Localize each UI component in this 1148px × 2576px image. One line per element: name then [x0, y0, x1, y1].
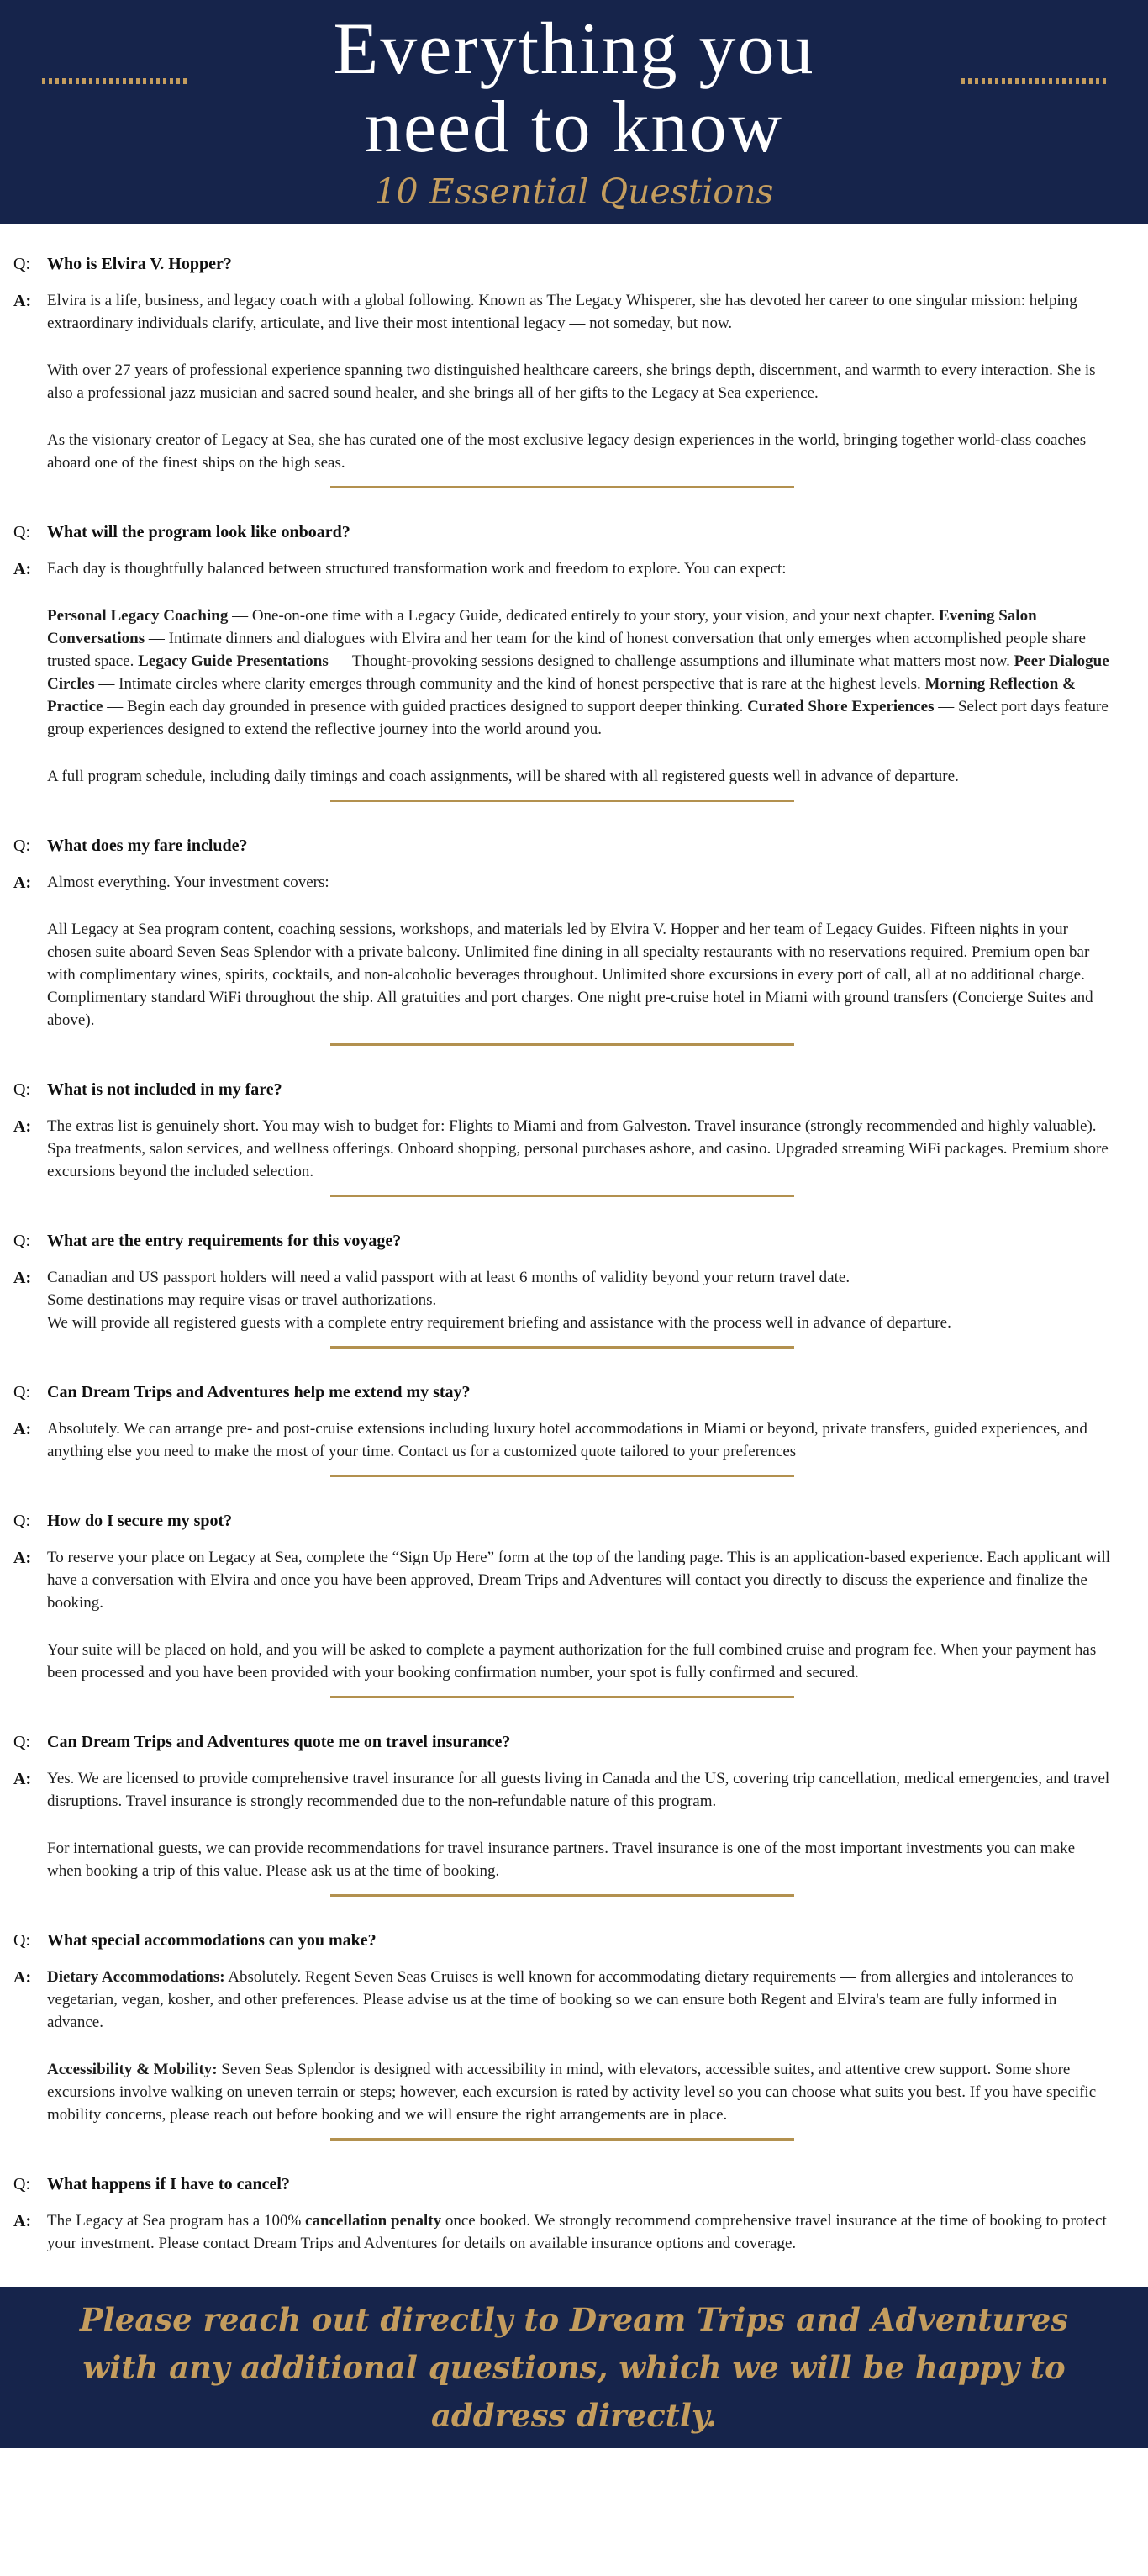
answer-paragraph: Accessibility & Mobility: Seven Seas Splendor is designed with accessibility in mind, with elevators, accessible suites, and attentive crew support. Some shore excursions involve walking on uneven terrain or steps; however, each excursion is rated by activity level so you can choose what suits you best. If you have specific mobility concerns, please reach out before booking and we will ensure the right arrangements are in place.	[47, 2061, 1097, 2124]
faq-item	[13, 1380, 1111, 1477]
section-divider	[330, 1346, 794, 1349]
answer-row	[13, 1417, 1111, 1463]
answer-text	[47, 871, 1111, 1032]
question-text: What is not included in my fare?	[47, 1080, 282, 1099]
question-text: What does my fare include?	[47, 837, 248, 855]
a-label: A:	[13, 560, 32, 578]
page-title-line1: Everything you	[333, 8, 815, 90]
faq-list	[0, 224, 1148, 2287]
q-label: Q:	[13, 2175, 30, 2193]
answer-row	[13, 1546, 1111, 1684]
a-label: A:	[13, 1770, 32, 1788]
answer-text	[47, 1115, 1111, 1183]
answer-row	[13, 871, 1111, 1032]
answer-text	[47, 557, 1111, 788]
section-divider	[330, 2138, 794, 2141]
faq-item	[13, 520, 1111, 802]
faq-item	[13, 834, 1111, 1046]
answer-row	[13, 1266, 1111, 1334]
footer-message: Please reach out directly to Dream Trips and Adventures with any additional questions, which we will be happy to address directly.	[79, 2300, 1069, 2434]
answer-text	[47, 1546, 1111, 1684]
a-label: A:	[13, 292, 32, 310]
answer-paragraph: The extras list is genuinely short. You may wish to budget for: Flights to Miami and from Galveston. Travel insurance (strongly recommended and highly valuable). Spa treatments, salon services, and wellness offerings. Onboard shopping, personal purchases ashore, and casino. Upgraded streaming WiFi packages. Premium shore excursions beyond the included selection.	[47, 1117, 1109, 1180]
question-text: What special accommodations can you make?	[47, 1931, 377, 1950]
question-row	[13, 520, 1111, 544]
answer-paragraph: Almost everything. Your investment covers:	[47, 874, 329, 891]
answer-row	[13, 2209, 1111, 2255]
a-label: A:	[13, 874, 32, 892]
question-row	[13, 1509, 1111, 1533]
section-divider	[330, 486, 794, 488]
question-text: Can Dream Trips and Adventures help me extend my stay?	[47, 1383, 471, 1401]
question-row	[13, 252, 1111, 276]
question-text: What are the entry requirements for this voyage?	[47, 1232, 402, 1250]
q-label: Q:	[13, 1232, 30, 1250]
a-label: A:	[13, 1549, 32, 1567]
question-text: What happens if I have to cancel?	[47, 2175, 290, 2193]
answer-row	[13, 1966, 1111, 2126]
question-row	[13, 1229, 1111, 1253]
question-row	[13, 1380, 1111, 1404]
section-divider	[330, 1195, 794, 1197]
answer-text	[47, 289, 1111, 474]
answer-paragraph: For international guests, we can provide recommendations for travel insurance partners. Travel insurance is one of the most important investments you can make when booking a trip of this value. Please ask us at the time of booking.	[47, 1840, 1076, 1880]
answer-paragraph: As the visionary creator of Legacy at Sea, she has curated one of the most exclusive legacy design experiences in the world, bringing together world-class coaches aboard one of the finest ships on the high seas.	[47, 431, 1087, 472]
answer-row	[13, 289, 1111, 474]
faq-item	[13, 1509, 1111, 1698]
hero-banner	[0, 0, 1148, 224]
q-label: Q:	[13, 1383, 30, 1401]
answer-row	[13, 557, 1111, 788]
answer-row	[13, 1115, 1111, 1183]
q-label: Q:	[13, 1080, 30, 1099]
answer-paragraph: All Legacy at Sea program content, coaching sessions, workshops, and materials led by Elvira V. Hopper and her team of Legacy Guides. Fifteen nights in your chosen suite aboard Seven Seas Splendor with a private balcony. Unlimited fine dining in all specialty restaurants with no reservations required. Premium open bar with complimentary wines, spirits, cocktails, and non-alcoholic beverages throughout. Unlimited shore excursions in every port of call, all at no additional charge. Complimentary standard WiFi throughout the ship. All gratuities and port charges. One night pre-cruise hotel in Miami with ground transfers (Concierge Suites and above).	[47, 921, 1093, 1029]
question-row	[13, 1730, 1111, 1754]
answer-text	[47, 1767, 1111, 1882]
answer-paragraph: Each day is thoughtfully balanced between structured transformation work and freedom to explore. You can expect:	[47, 560, 787, 578]
answer-paragraph: Your suite will be placed on hold, and you will be asked to complete a payment authorization for the full combined cruise and program fee. When your payment has been processed and you have been provided with your booking confirmation number, your spot is fully confirmed and secured.	[47, 1641, 1097, 1681]
faq-item	[13, 1730, 1111, 1897]
a-label: A:	[13, 1968, 32, 1987]
answer-paragraph: Some destinations may require visas or travel authorizations.	[47, 1291, 437, 1309]
answer-paragraph: With over 27 years of professional experience spanning two distinguished healthcare careers, she brings depth, discernment, and warmth to every interaction. She is also a professional jazz musician and sacred sound healer, and she brings all of her gifts to the Legacy at Sea experience.	[47, 362, 1096, 402]
page-title-line2: need to know	[364, 87, 784, 168]
section-divider	[330, 1894, 794, 1897]
q-label: Q:	[13, 255, 30, 273]
answer-paragraph: Elvira is a life, business, and legacy coach with a global following. Known as The Legacy Whisperer, she has devoted her career to one singular mission: helping extraordinary individuals clarify, articulate, and live their most intentional legacy — not someday, but now.	[47, 292, 1077, 332]
right-dash-line	[961, 78, 1106, 84]
q-label: Q:	[13, 523, 30, 541]
a-label: A:	[13, 2212, 32, 2230]
answer-text	[47, 2209, 1111, 2255]
answer-paragraph: Canadian and US passport holders will need a valid passport with at least 6 months of validity beyond your return travel date.	[47, 1269, 850, 1286]
a-label: A:	[13, 1117, 32, 1136]
question-row	[13, 1929, 1111, 1952]
faq-item	[13, 2172, 1111, 2255]
answer-paragraph: Dietary Accommodations: Absolutely. Regent Seven Seas Cruises is well known for accommodating dietary requirements — from allergies and intolerances to vegetarian, vegan, kosher, and other preferences. Please advise us at the time of booking so we can ensure both Regent and Elvira's team are fully informed in advance.	[47, 1968, 1074, 2031]
q-label: Q:	[13, 1931, 30, 1950]
answer-paragraph: Absolutely. We can arrange pre- and post-cruise extensions including luxury hotel accommodations in Miami or beyond, private transfers, guided experiences, and anything else you need to make the most of your time. Contact us for a customized quote tailored to your preferences	[47, 1420, 1087, 1460]
question-text: Who is Elvira V. Hopper?	[47, 255, 232, 273]
section-divider	[330, 800, 794, 802]
question-row	[13, 834, 1111, 858]
question-row	[13, 1078, 1111, 1101]
faq-item	[13, 252, 1111, 488]
q-label: Q:	[13, 837, 30, 855]
footer-banner	[0, 2287, 1148, 2448]
section-divider	[330, 1043, 794, 1046]
faq-item	[13, 1229, 1111, 1349]
question-text: What will the program look like onboard?	[47, 523, 350, 541]
answer-paragraph: A full program schedule, including daily timings and coach assignments, will be shared with all registered guests well in advance of departure.	[47, 768, 959, 785]
q-label: Q:	[13, 1733, 30, 1751]
question-row	[13, 2172, 1111, 2196]
answer-text	[47, 1966, 1111, 2126]
question-text: How do I secure my spot?	[47, 1512, 233, 1530]
answer-paragraph: Personal Legacy Coaching — One-on-one time with a Legacy Guide, dedicated entirely to your story, your vision, and your next chapter. Evening Salon Conversations — Intimate dinners and dialogues with Elvira and her team for the kind of honest conversation that only emerges when accomplished people share trusted space. Legacy Guide Presentations — Thought-provoking sessions designed to challenge assumptions and illuminate what matters most now. Peer Dialogue Circles — Intimate circles where clarity emerges through community and the kind of honest perspective that is rare at the highest levels. Morning Reflection & Practice — Begin each day grounded in presence with guided practices designed to support deeper thinking. Curated Shore Experiences — Select port days feature group experiences designed to extend the reflective journey into the world around you.	[47, 607, 1109, 738]
section-divider	[330, 1475, 794, 1477]
answer-row	[13, 1767, 1111, 1882]
section-divider	[330, 1696, 794, 1698]
a-label: A:	[13, 1420, 32, 1438]
q-label: Q:	[13, 1512, 30, 1530]
faq-item	[13, 1929, 1111, 2141]
question-text: Can Dream Trips and Adventures quote me on travel insurance?	[47, 1733, 511, 1751]
left-dash-line	[42, 78, 187, 84]
answer-paragraph: Yes. We are licensed to provide comprehensive travel insurance for all guests living in Canada and the US, covering trip cancellation, medical emergencies, and travel disruptions. Travel insurance is strongly recommended due to the non-refundable nature of this program.	[47, 1770, 1110, 1810]
answer-paragraph: To reserve your place on Legacy at Sea, complete the “Sign Up Here” form at the top of the landing page. This is an application-based experience. Each applicant will have a conversation with Elvira and once you have been approved, Dream Trips and Adventures will contact you directly to discuss the experience and finalize the booking.	[47, 1549, 1111, 1612]
page-subtitle: 10 Essential Questions	[374, 172, 774, 212]
answer-paragraph: We will provide all registered guests with a complete entry requirement briefing and assistance with the process well in advance of departure.	[47, 1314, 951, 1332]
answer-text	[47, 1417, 1111, 1463]
faq-item	[13, 1078, 1111, 1197]
answer-paragraph: The Legacy at Sea program has a 100% cancellation penalty once booked. We strongly recommend comprehensive travel insurance at the time of booking to protect your investment. Please contact Dream Trips and Adventures for details on available insurance options and coverage.	[47, 2212, 1107, 2252]
a-label: A:	[13, 1269, 32, 1287]
answer-text	[47, 1266, 1111, 1334]
